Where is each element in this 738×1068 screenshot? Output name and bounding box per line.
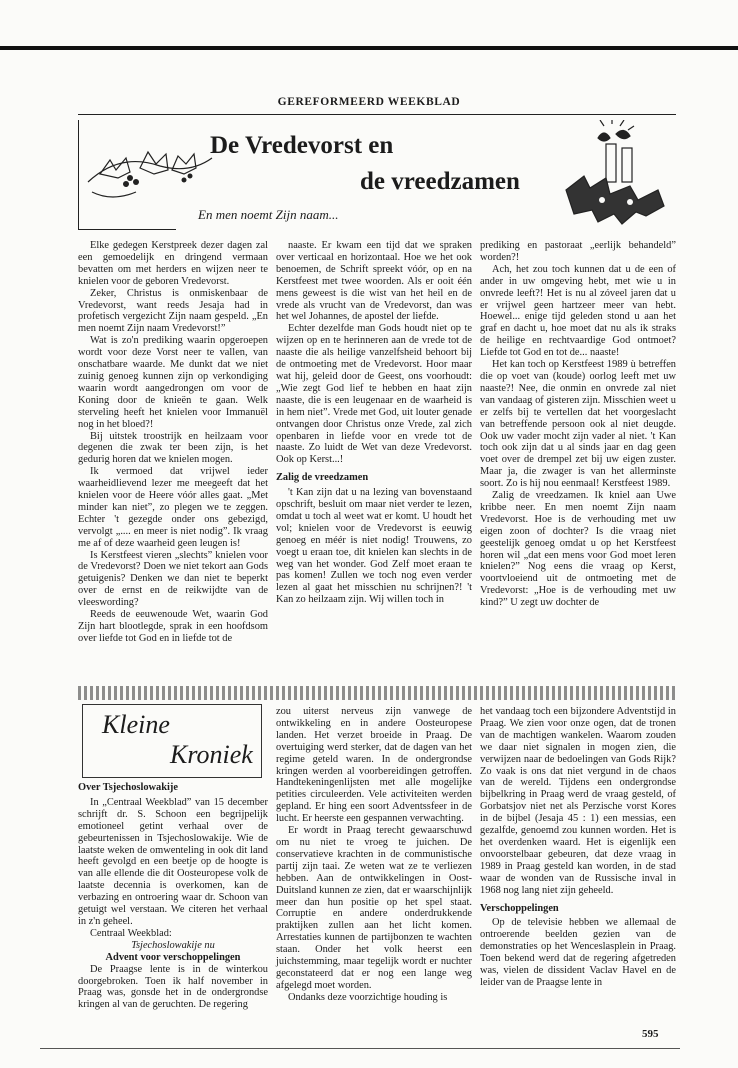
kroniek-column-2 (276, 706, 472, 1004)
header-bottom-rule (78, 229, 176, 230)
kroniek-title-line2: Kroniek (170, 740, 253, 769)
paragraph: Echter dezelfde man Gods houdt niet op te wijzen op en te herinneren aan de vrede tot de naaste die als heilige vanzelfsheid behoort bij de ontmoeting met de Vredevorst. Hoor maar wat hij, geleid door de Geest, ons voorhoudt: „Wie zegt God lief te hebben en haat zijn naaste, die is een leugenaar en de waarheid is in hem niet”. Vrede met God, uit louter genade ontvangen door Christus onze Vrede, zal zich openbaren in liefde voor en vrede tot de naaste. Zo luidt de Wet van deze Vredevorst. Ook op Kerst...! (276, 323, 472, 466)
article-column-3 (480, 240, 676, 609)
paragraph: In „Centraal Weekblad” van 15 december schrijft dr. S. Schoon een begrijpelijk emotioneel getint verhaal over de gebeurtenissen in Tsjechoslowakije. Wie de laatste weken de omwenteling in ook dit land heeft gevolgd en een beetje op de hoogte is van alle ellende die dit Oosteuropese volk de laatste decennia is overkomen, kan de verbazing en ontroering waar dr. Schoon van getuigt wel verstaan. We citeren het verhaal in z'n geheel. (78, 796, 268, 927)
paragraph: Is Kerstfeest vieren „slechts” knielen voor de Vredevorst? Doen we niet tekort aan Gods getuigenis? Denken we dan niet te beperkt over de ernst en de reikwijdte van de vleeswording? (78, 549, 268, 609)
section-heading: Verschoppelingen (480, 902, 559, 914)
page-number: 595 (642, 1028, 659, 1040)
kroniek-title-line1: Kleine (102, 710, 170, 739)
paragraph: Elke gedegen Kerstpreek dezer dagen zal een gemoedelijk en dringend vermaan bevatten om met herders en wijzen neer te knielen voor de geboren Vredevorst. (78, 240, 268, 287)
article-column-1 (78, 240, 268, 645)
paragraph: Bij uitstek troostrijk en heilzaam voor degenen die zwak ter been zijn, is het gedurig horen dat we knielen mogen. (78, 430, 268, 466)
quote-subtitle: Advent voor verschoppelingen (105, 951, 241, 963)
source-label: Centraal Weekblad: (90, 927, 172, 939)
paragraph: De Praagse lente is in de winterkou doorgebroken. Toen ik half november in Praag was, gonsde het in de ondergrondse kringen al van de geruchten. De regering (78, 963, 268, 1011)
article-column-2 (276, 240, 472, 606)
paragraph: Wat is zo'n prediking waarin opgeroepen wordt voor deze Vorst neer te vallen, van onschatbare waarde. Me dunkt dat we niet zuinig genoeg kunnen zijn op verkondiging waarin wordt aangedrongen om voor de Koning door de knieën te gaan. Welk sterveling heeft het knielen voor Immanuël nog in het bloed?! (78, 335, 268, 430)
paragraph: Ik vermoed dat vrijwel ieder waarheidlievend lezer me meegeeft dat het knielen voor de Heere vóór alles gaat. „Met minder kan niet”, zo plegen we te zeggen. Echter 't gezegde onder ons gebezigd, vervolgt „.... en meer is niet nodig”. Ik vraag me af of deze waarheid geen leugen is! (78, 466, 268, 549)
kroniek-column-3 (480, 706, 676, 989)
paragraph: naaste. Er kwam een tijd dat we spraken over verticaal en horizontaal. Hoe we het ook benoemen, de Schrift spreekt vóór, op en na Kerstfeest met twee woorden. Als er ooit één mens geweest is die wist van het heil en de vrede als vrucht van de Vredevorst, dan was het wel Johannes, de apostel der liefde. (276, 240, 472, 323)
holly-ornament-icon (80, 122, 220, 206)
header-left-rule (78, 120, 79, 230)
paragraph: 't Kan zijn dat u na lezing van bovenstaand opschrift, besluit om maar niet verder te lezen, omdat u toch al weet wat er komt. U houdt het vol; knielen voor de Vredevorst is eeuwig genoeg en méér is niet nodig! Trouwens, zo voegt u eraan toe, dit knielen kan slechts in de weg van het wonder. God Zelf moet eraan te pas komen! Zullen we toch nog even verder lezen al gaat het misschien nu schrijnen?! 't Kan zo heilzaam zijn. Wij willen toch in (276, 487, 472, 606)
paragraph: Zalig de vreedzamen. Ik kniel aan Uwe kribbe neer. En men noemt Zijn naam Vredevorst. Hoe is de verhouding met uw eigen zoon of dochter? Is die vraag niet geestelijk genoeg omdat u op het Kerstfeest horen wil „dat een mens voor God moet leren knielen?” Nog eens die vraag op Kerst, voortvloeiend uit de ontmoeting met de Vredevorst: „Hoe is de verhouding met uw kind?” U zegt uw dochter de (480, 490, 676, 609)
paragraph: Zeker, Christus is onmiskenbaar de Vredevorst, want reeds Jesaja had in profetisch vergezicht Zijn naam gespeld. „En men noemt Zijn naam Vredevorst!” (78, 287, 268, 335)
article-title-line2: de vreedzamen (360, 168, 520, 195)
quote-title: Tsjechoslowakije nu (131, 939, 215, 951)
article-subtitle: En men noemt Zijn naam... (198, 207, 339, 222)
paragraph: Reeds de eeuwenoude Wet, waarin God Zijn hart blootlegde, sprak in een hoofdsom over liefde tot God en in liefde tot de (78, 609, 268, 644)
paragraph: Op de televisie hebben we allemaal de ontroerende beelden gezien van de demonstraties op het Wenceslasplein in Praag. Toen bekend werd dat de regering afgetreden was, vielen de dissident Vaclav Havel en de leider van de Praagse lente in (480, 917, 676, 988)
paragraph: Er wordt in Praag terecht gewaarschuwd om nu niet te vroeg te juichen. De conservatieve krachten in de communistische partij zijn taai. Ze weten wat ze te verliezen hebben. Aan de ontwikkelingen in Oost-Duitsland kunnen ze zien, dat er waarschijnlijk meer dan hun positie op het spel staat. Corruptie en andere onderdrukkende praktijken zullen aan het licht komen. Arrestaties kunnen de partijbonzen te wachten staan. Onder het volk heerst een juichstemming, maar tegelijk wordt er nuchter geconstateerd dat er nog een lange weg afgelegd moet worden. (276, 825, 472, 991)
article-title-line1: De Vredevorst en (210, 132, 394, 159)
candle-holly-icon (556, 120, 676, 230)
header-rule (78, 114, 676, 115)
masthead: GEREFORMEERD WEEKBLAD (277, 96, 461, 108)
footer-rule (40, 1048, 680, 1049)
kroniek-column-1 (78, 782, 268, 1011)
paragraph: Het kan toch op Kerstfeest 1989 ù betreffen die op voet van (koude) oorlog leeft met uw naaste?! Nee, die onmin en onvrede zal niet van vandaag of gisteren zijn. Misschien weet u er zelfs bij te vertellen dat het voorgeslacht van betreffende persoon ook al niet deugde. Ook uw vader mocht zijn vader al niet. 't Kan toch ook zijn dat u al sinds jaar en dag geen voet over de drempel zet bij uw eigen zuster. Maar ja, die zwager is van het allerminste soort. Zo is hij nou eenmaal! Kerstfeest 1989. (480, 359, 676, 490)
ornamental-divider (78, 686, 676, 700)
paragraph: prediking en pastoraat „eerlijk behandeld” worden?! (480, 240, 676, 263)
top-rule (0, 46, 738, 50)
paragraph: het vandaag toch een bijzondere Adventstijd in Praag. We zien voor onze ogen, dat de tronen van de machtigen wankelen. Waarom zouden we daar niet signalen in mogen zien, die verwijzen naar de bedoelingen van Gods Rijk? Zo vaak is ons dat niet vergund in de chaos van de wereld. Tijdens een ondergrondse bijbelkring in Praag werd de vraag gesteld, of Gorbatsjov niet net als Perzische vorst Kores in de bijbel (Jesaja 45 : 1) een messias, een gezalfde, genoemd zou kunnen worden. Het is het overdenken waard. Het is eigenlijk een onvoorstelbaar gebeuren, dat deze vraag in 1989 in Praag gesteld kan worden, in de stad waar de wonden van de Russische inval in 1968 nog lang niet zijn geheeld. (480, 706, 676, 896)
section-heading: Zalig de vreedzamen (276, 472, 369, 484)
section-heading: Over Tsjechoslowakije (78, 782, 178, 793)
paragraph: Ach, het zou toch kunnen dat u de een of ander in uw omgeving hebt, met wie u in onvrede leeft?! Het is nu al zóveel jaren dat u er vrijwel geen hartzeer meer van hebt. Hoewel... enige tijd geleden stond u aan het graf en dacht u, hoe moet dat nu als ik straks de heilige en rechtvaardige God ontmoet? Liefde tot God en tot de... naaste! (480, 263, 676, 359)
paragraph: zou uiterst nerveus zijn vanwege de ontwikkeling en in andere Oosteuropese landen. Het verzet broeide in Praag. De overtuiging werd sterker, dat de dagen van het regime geteld waren. In de ondergrondse kringen werden al voorbereidingen getroffen. Handtekeningenlijsten met alle mogelijke petities circuleerden. Vele activiteiten werden gepland. Er hing een soort Adventssfeer in de lucht. Er heerste een gespannen verwachting. (276, 706, 472, 825)
paragraph: Ondanks deze voorzichtige houding is (288, 991, 448, 1003)
